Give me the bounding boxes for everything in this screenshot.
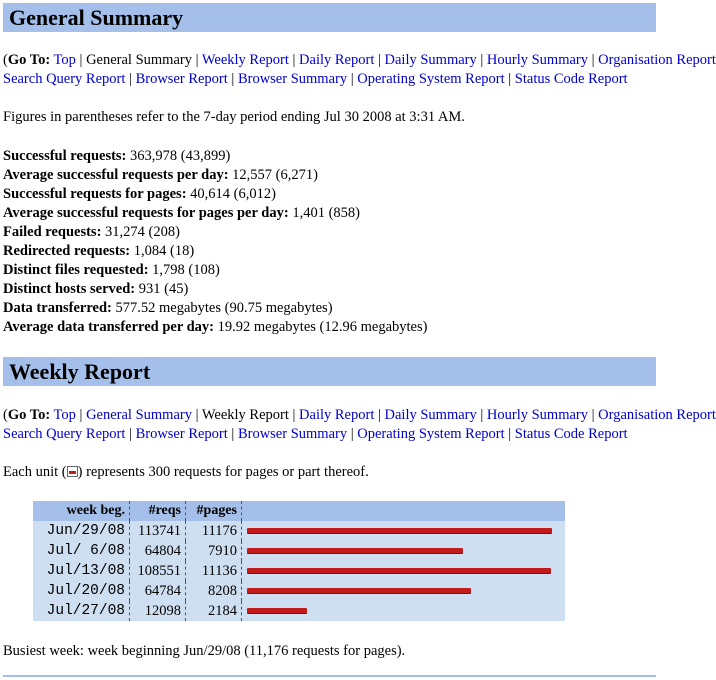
nav-link-status-code-report[interactable]: Status Code Report <box>514 426 628 442</box>
pages-bar <box>247 568 551 574</box>
pages-bar <box>247 608 307 614</box>
pages-cell: 11136 <box>186 561 242 581</box>
nav-link-organisation-report[interactable]: Organisation Report <box>598 407 716 423</box>
pages-cell: 7910 <box>186 541 242 561</box>
stat-row: Failed requests: 31,274 (208) <box>3 224 180 240</box>
bar-cell <box>242 581 566 601</box>
nav-current-general-summary: General Summary <box>86 52 192 68</box>
weekly-report-table <box>33 501 565 621</box>
weekly-report-title: Weekly Report <box>9 359 151 384</box>
stat-row: Average successful requests for pages per day: 1,401 (858) <box>3 205 360 221</box>
col-week-header: week beg. <box>33 501 130 521</box>
table-row <box>33 581 565 601</box>
nav-link-browser-report[interactable]: Browser Report <box>135 426 228 442</box>
pages-cell: 2184 <box>186 601 242 621</box>
stat-row: Average successful requests per day: 12,557 (6,271) <box>3 167 318 183</box>
stat-row: Redirected requests: 1,084 (18) <box>3 243 195 259</box>
goto-label: Go To <box>7 52 46 68</box>
pages-bar <box>247 548 463 554</box>
nav-link-general-summary[interactable]: General Summary <box>86 407 192 423</box>
nav-link-status-code-report[interactable]: Status Code Report <box>514 71 628 87</box>
pages-cell: 11176 <box>186 521 242 541</box>
weekly-nav-line-2: Search Query Report | Browser Report | Browser Summary | Operating System Report | Status Code Report <box>3 426 628 442</box>
general-nav-line-1: (Go To: Top | General Summary | Weekly Report | Daily Report | Daily Summary | Hourly Summary | Organisation Report <box>3 52 716 68</box>
nav-link-daily-report[interactable]: Daily Report <box>299 52 375 68</box>
nav-link-browser-report[interactable]: Browser Report <box>135 71 228 87</box>
table-row <box>33 561 565 581</box>
bar-cell <box>242 601 566 621</box>
table-row <box>33 601 565 621</box>
nav-link-daily-report[interactable]: Daily Report <box>299 407 375 423</box>
table-header-row <box>33 501 565 521</box>
col-bar-header <box>242 501 566 521</box>
bar-cell <box>242 561 566 581</box>
general-nav-line-2: Search Query Report | Browser Report | Browser Summary | Operating System Report | Status Code Report <box>3 71 628 87</box>
reqs-cell: 64784 <box>130 581 186 601</box>
stat-row: Data transferred: 577.52 megabytes (90.75 megabytes) <box>3 300 333 316</box>
weekly-nav-line-1: (Go To: Top | General Summary | Weekly Report | Daily Report | Daily Summary | Hourly Summary | Organisation Report <box>3 407 716 423</box>
pages-bar <box>247 588 471 594</box>
unit-legend: Each unit ( ) represents 300 requests for pages or part thereof. <box>3 464 369 480</box>
summary-stats <box>3 147 427 337</box>
week-cell: Jul/13/08 <box>33 561 130 581</box>
reqs-cell: 113741 <box>130 521 186 541</box>
nav-link-search-query-report[interactable]: Search Query Report <box>3 71 126 87</box>
stat-row: Successful requests: 363,978 (43,899) <box>3 148 231 164</box>
bar-cell <box>242 541 566 561</box>
nav-link-organisation-report[interactable]: Organisation Report <box>598 52 716 68</box>
nav-current-weekly-report: Weekly Report <box>201 407 289 423</box>
bar-cell <box>242 521 566 541</box>
pages-bar <box>247 528 552 534</box>
busiest-week: Busiest week: week beginning Jun/29/08 (11,176 requests for pages). <box>3 643 406 659</box>
nav-link-daily-summary[interactable]: Daily Summary <box>384 407 477 423</box>
period-note: Figures in parentheses refer to the 7-day period ending Jul 30 2008 at 3:31 AM. <box>3 109 465 125</box>
goto-label: Go To <box>7 407 46 423</box>
col-reqs-header: #reqs <box>130 501 186 521</box>
nav-link-browser-summary[interactable]: Browser Summary <box>237 426 348 442</box>
stat-row: Average data transferred per day: 19.92 megabytes (12.96 megabytes) <box>3 319 428 335</box>
stat-row: Distinct hosts served: 931 (45) <box>3 281 189 297</box>
nav-link-browser-summary[interactable]: Browser Summary <box>237 71 348 87</box>
nav-link-os-report[interactable]: Operating System Report <box>357 426 505 442</box>
weekly-report-header <box>3 357 656 386</box>
week-cell: Jul/20/08 <box>33 581 130 601</box>
nav-link-daily-summary[interactable]: Daily Summary <box>384 52 477 68</box>
nav-link-hourly-summary[interactable]: Hourly Summary <box>486 52 588 68</box>
nav-link-search-query-report[interactable]: Search Query Report <box>3 426 126 442</box>
nav-link-top[interactable]: Top <box>53 52 76 68</box>
stat-row: Distinct files requested: 1,798 (108) <box>3 262 220 278</box>
nav-link-top[interactable]: Top <box>53 407 76 423</box>
week-cell: Jun/29/08 <box>33 521 130 541</box>
stat-row: Successful requests for pages: 40,614 (6,012) <box>3 186 276 202</box>
week-cell: Jul/ 6/08 <box>33 541 130 561</box>
table-row <box>33 521 565 541</box>
reqs-cell: 64804 <box>130 541 186 561</box>
general-summary-header <box>3 3 656 32</box>
bottom-divider <box>3 675 656 677</box>
col-pages-header: #pages <box>186 501 242 521</box>
bar-unit-icon <box>67 466 78 477</box>
pages-cell: 8208 <box>186 581 242 601</box>
nav-link-hourly-summary[interactable]: Hourly Summary <box>486 407 588 423</box>
nav-link-os-report[interactable]: Operating System Report <box>357 71 505 87</box>
table-row <box>33 541 565 561</box>
reqs-cell: 12098 <box>130 601 186 621</box>
reqs-cell: 108551 <box>130 561 186 581</box>
week-cell: Jul/27/08 <box>33 601 130 621</box>
nav-link-weekly-report[interactable]: Weekly Report <box>201 52 289 68</box>
general-summary-title: General Summary <box>9 5 184 30</box>
